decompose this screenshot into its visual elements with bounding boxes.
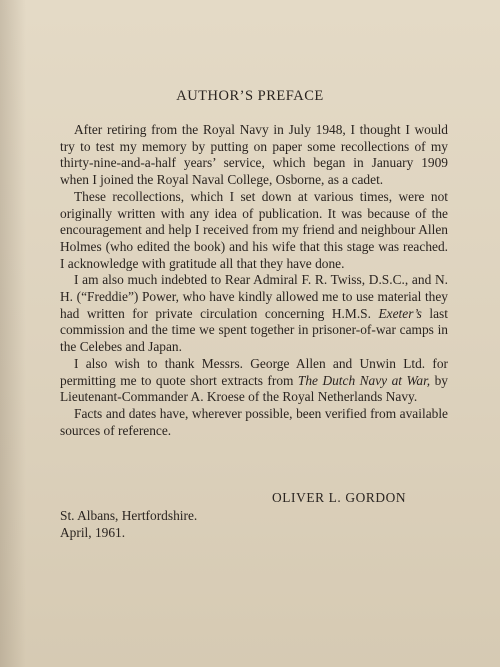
- preface-body: [60, 122, 448, 439]
- text-run: These recollections, which I set down at various times, were not originally written with any idea of publication. It was because of the encouragement and help I received from my friend and neighbour Allen Holmes (who edited the book) and his wife that this stage was reached. I acknowledge with gratitude all that they have done.: [60, 188, 448, 271]
- paragraph: [60, 272, 448, 356]
- text-run: I am also much indebted to Rear Admiral F. R. Twiss, D.S.C., and N. H. (“Freddie”) Power, who have kindly allowed me to use material they had written for private circulation concerning H.M.S.: [60, 272, 448, 321]
- text-run: by Lieutenant-Commander A. Kroese of the Royal Netherlands Navy.: [60, 372, 448, 405]
- place-line: St. Albans, Hertfordshire.: [60, 508, 198, 523]
- place-and-date: [60, 508, 197, 541]
- date-line: April, 1961.: [60, 524, 126, 540]
- italic-text-run: Exeter’s: [378, 305, 422, 321]
- text-run: After retiring from the Royal Navy in July 1948, I thought I would try to test my memory by putting on paper some recollections of my thirty-nine-and-a-half years’ service, which began in January 1909 when I joined the Royal Naval College, Osborne, as a cadet.: [60, 122, 448, 188]
- page-title: AUTHOR’S PREFACE: [176, 88, 324, 104]
- paragraph: [60, 406, 448, 439]
- author-signature: OLIVER L. GORDON: [272, 490, 407, 505]
- paragraph: [60, 122, 448, 189]
- text-run: last commission and the time we spent together in prisoner-of-war camps in the Celebes and Japan.: [60, 305, 448, 355]
- text-run: I also wish to thank Messrs. George Allen and Unwin Ltd. for permitting me to quote short extracts from: [60, 355, 448, 388]
- text-run: Facts and dates have, wherever possible, been verified from available sources of reference.: [60, 405, 448, 438]
- italic-text-run: The Dutch Navy at War,: [297, 372, 431, 388]
- paragraph: [60, 189, 448, 273]
- paragraph: [60, 356, 448, 406]
